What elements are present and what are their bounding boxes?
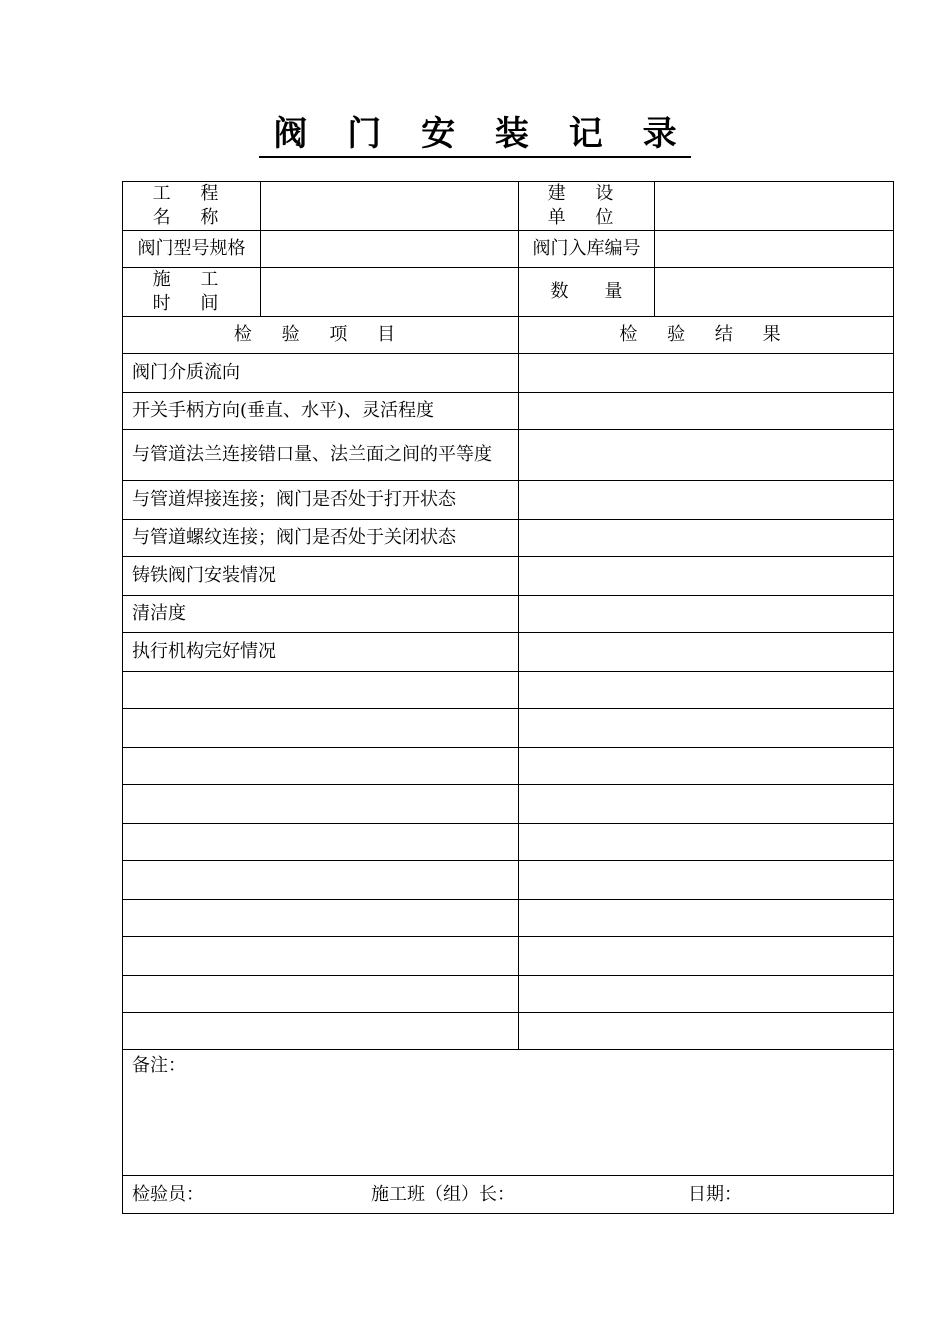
blank-row <box>123 824 894 861</box>
blank-item-field[interactable] <box>123 748 519 785</box>
inspection-item: 与管道焊接连接；阀门是否处于打开状态 <box>123 481 519 520</box>
builder-field[interactable] <box>655 182 894 231</box>
valve-installation-form <box>122 181 894 1214</box>
blank-item-field[interactable] <box>123 1013 519 1050</box>
inspection-row <box>123 393 894 430</box>
builder-label: 建 设 单 位 <box>519 182 655 231</box>
blank-item-field[interactable] <box>123 937 519 976</box>
blank-row <box>123 1013 894 1050</box>
inspection-row <box>123 557 894 596</box>
inspection-row <box>123 430 894 481</box>
blank-result-field[interactable] <box>519 709 894 748</box>
inspection-result-field[interactable] <box>519 557 894 596</box>
blank-result-field[interactable] <box>519 937 894 976</box>
inspection-result-field[interactable] <box>519 633 894 672</box>
inspection-row <box>123 354 894 393</box>
inspection-item: 清洁度 <box>123 596 519 633</box>
remarks-field[interactable] <box>123 1050 894 1176</box>
inspection-result-field[interactable] <box>519 481 894 520</box>
blank-item-field[interactable] <box>123 709 519 748</box>
blank-result-field[interactable] <box>519 824 894 861</box>
inspection-item: 与管道螺纹连接；阀门是否处于关闭状态 <box>123 520 519 557</box>
title-text: 阀 门 安 装 记 录 <box>259 112 690 158</box>
signature-row <box>123 1176 894 1214</box>
blank-item-field[interactable] <box>123 785 519 824</box>
blank-row <box>123 861 894 900</box>
blank-result-field[interactable] <box>519 1013 894 1050</box>
remarks-row <box>123 1050 894 1176</box>
blank-result-field[interactable] <box>519 672 894 709</box>
blank-result-field[interactable] <box>519 900 894 937</box>
valve-model-field[interactable] <box>261 231 519 268</box>
inspection-result-field[interactable] <box>519 393 894 430</box>
warehouse-no-field[interactable] <box>655 231 894 268</box>
inspection-row <box>123 596 894 633</box>
inspection-result-header: 检 验 结 果 <box>519 317 894 354</box>
blank-result-field[interactable] <box>519 861 894 900</box>
inspector-label: 检验员： <box>132 1183 204 1205</box>
quantity-field[interactable] <box>655 268 894 317</box>
inspection-item-header: 检 验 项 目 <box>123 317 519 354</box>
blank-item-field[interactable] <box>123 672 519 709</box>
inspection-item: 与管道法兰连接错口量、法兰面之间的平等度 <box>123 430 519 481</box>
blank-row <box>123 937 894 976</box>
header-row-2 <box>123 231 894 268</box>
signature-cell <box>123 1176 894 1214</box>
blank-result-field[interactable] <box>519 748 894 785</box>
inspection-item: 阀门介质流向 <box>123 354 519 393</box>
inspection-item: 执行机构完好情况 <box>123 633 519 672</box>
inspection-result-field[interactable] <box>519 520 894 557</box>
blank-row <box>123 748 894 785</box>
inspection-row <box>123 520 894 557</box>
inspection-row <box>123 481 894 520</box>
inspection-header-row <box>123 317 894 354</box>
blank-item-field[interactable] <box>123 861 519 900</box>
inspection-item: 铸铁阀门安装情况 <box>123 557 519 596</box>
inspection-item: 开关手柄方向(垂直、水平)、灵活程度 <box>123 393 519 430</box>
date-label: 日期： <box>688 1183 742 1205</box>
inspection-result-field[interactable] <box>519 596 894 633</box>
construction-time-label: 施 工 时 间 <box>123 268 261 317</box>
warehouse-no-label: 阀门入库编号 <box>519 231 655 268</box>
inspection-result-field[interactable] <box>519 354 894 393</box>
inspection-result-field[interactable] <box>519 430 894 481</box>
blank-row <box>123 976 894 1013</box>
blank-item-field[interactable] <box>123 976 519 1013</box>
header-row-3 <box>123 268 894 317</box>
blank-row <box>123 672 894 709</box>
blank-result-field[interactable] <box>519 976 894 1013</box>
team-leader-label: 施工班（组）长： <box>371 1183 515 1205</box>
blank-result-field[interactable] <box>519 785 894 824</box>
project-name-label: 工 程 名 称 <box>123 182 261 231</box>
blank-item-field[interactable] <box>123 900 519 937</box>
header-row-1 <box>123 182 894 231</box>
quantity-label: 数 量 <box>519 268 655 317</box>
blank-item-field[interactable] <box>123 824 519 861</box>
project-name-field[interactable] <box>261 182 519 231</box>
valve-model-label: 阀门型号规格 <box>123 231 261 268</box>
document-title <box>0 112 950 158</box>
blank-row <box>123 709 894 748</box>
inspection-row <box>123 633 894 672</box>
blank-row <box>123 900 894 937</box>
blank-row <box>123 785 894 824</box>
construction-time-field[interactable] <box>261 268 519 317</box>
remarks-label: 备注： <box>132 1055 186 1076</box>
